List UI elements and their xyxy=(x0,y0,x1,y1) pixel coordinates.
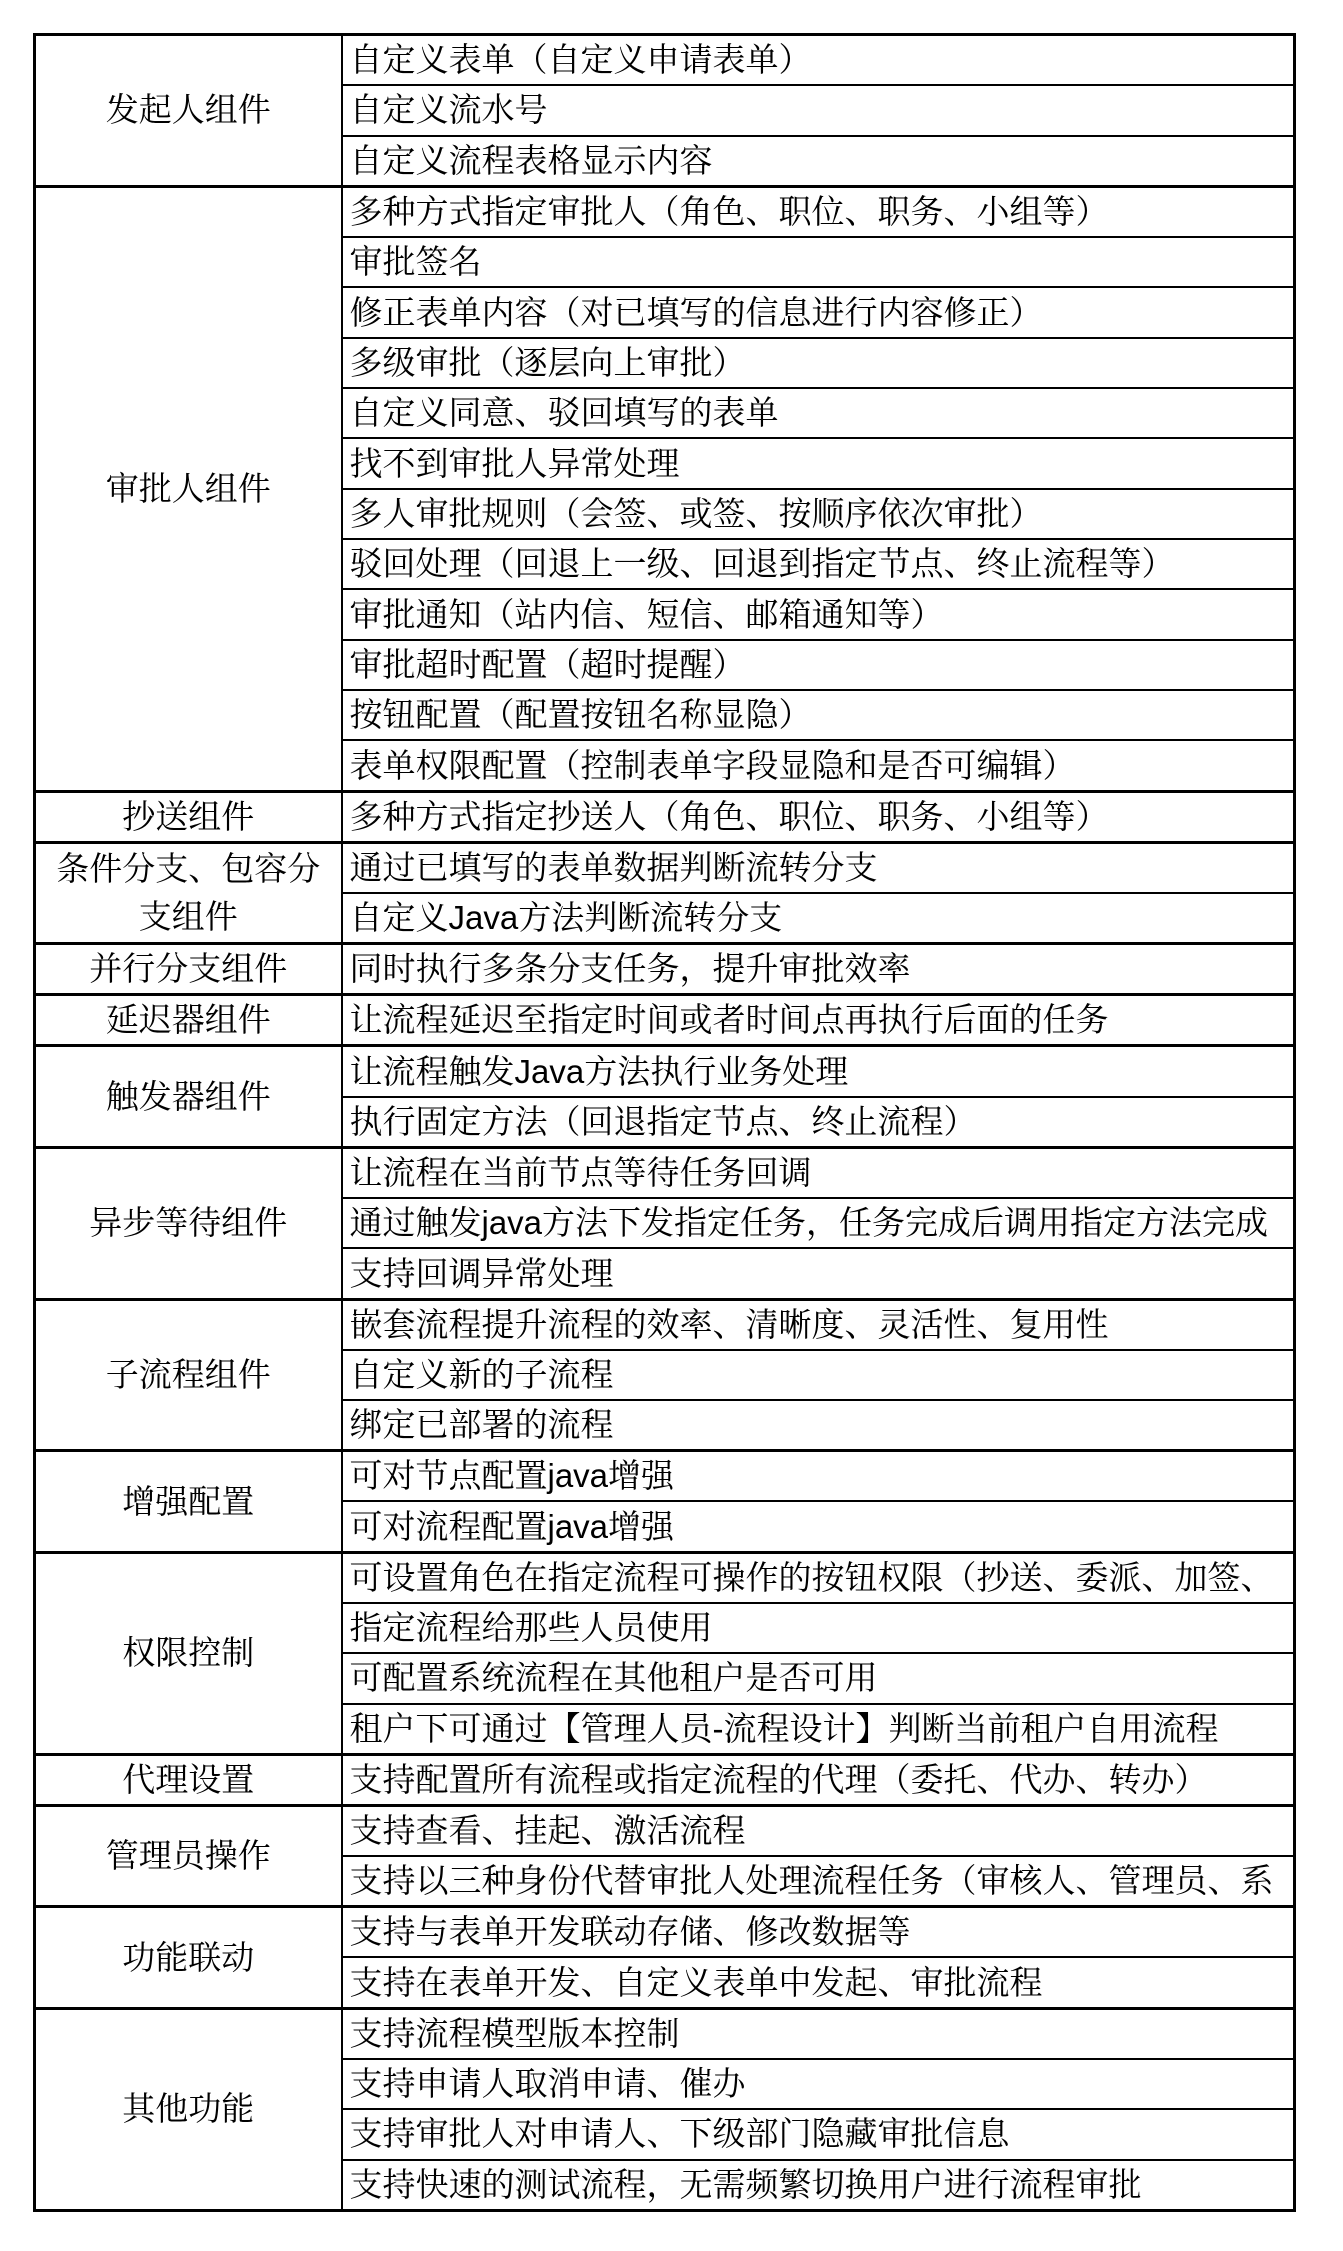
feature-cell: 多种方式指定抄送人（角色、职位、职务、小组等） xyxy=(342,791,1295,842)
feature-cell: 可对流程配置java增强 xyxy=(342,1501,1295,1552)
feature-cell: 让流程在当前节点等待任务回调 xyxy=(342,1147,1295,1198)
category-cell: 管理员操作 xyxy=(35,1805,342,1906)
table-row xyxy=(35,1147,1295,1198)
feature-cell: 通过触发java方法下发指定任务，任务完成后调用指定方法完成 xyxy=(342,1198,1295,1248)
category-cell: 权限控制 xyxy=(35,1552,342,1754)
feature-cell: 可对节点配置java增强 xyxy=(342,1451,1295,1502)
feature-cell: 可设置角色在指定流程可操作的按钮权限（抄送、委派、加签、 xyxy=(342,1552,1295,1603)
feature-cell: 让流程触发Java方法执行业务处理 xyxy=(342,1046,1295,1097)
category-cell: 异步等待组件 xyxy=(35,1147,342,1299)
feature-cell: 自定义Java方法判断流转分支 xyxy=(342,893,1295,944)
category-cell: 触发器组件 xyxy=(35,1046,342,1147)
feature-cell: 自定义表单（自定义申请表单） xyxy=(342,35,1295,86)
category-cell: 子流程组件 xyxy=(35,1299,342,1451)
feature-cell: 支持查看、挂起、激活流程 xyxy=(342,1805,1295,1856)
table-row xyxy=(35,1907,1295,1958)
feature-cell: 自定义流程表格显示内容 xyxy=(342,136,1295,187)
table-row xyxy=(35,1552,1295,1603)
feature-cell: 表单权限配置（控制表单字段显隐和是否可编辑） xyxy=(342,740,1295,791)
feature-cell: 驳回处理（回退上一级、回退到指定节点、终止流程等） xyxy=(342,539,1295,589)
feature-cell: 支持申请人取消申请、催办 xyxy=(342,2059,1295,2109)
feature-cell: 找不到审批人异常处理 xyxy=(342,438,1295,488)
feature-cell: 通过已填写的表单数据判断流转分支 xyxy=(342,842,1295,893)
feature-table-body xyxy=(35,35,1295,2211)
feature-cell: 支持在表单开发、自定义表单中发起、审批流程 xyxy=(342,1957,1295,2008)
table-row xyxy=(35,791,1295,842)
feature-cell: 支持快速的测试流程，无需频繁切换用户进行流程审批 xyxy=(342,2160,1295,2211)
category-cell: 抄送组件 xyxy=(35,791,342,842)
feature-cell: 修正表单内容（对已填写的信息进行内容修正） xyxy=(342,287,1295,337)
feature-cell: 支持回调异常处理 xyxy=(342,1248,1295,1299)
category-cell: 审批人组件 xyxy=(35,186,342,791)
table-row xyxy=(35,995,1295,1046)
table-row xyxy=(35,35,1295,86)
feature-cell: 绑定已部署的流程 xyxy=(342,1400,1295,1451)
table-row xyxy=(35,1046,1295,1097)
feature-cell: 多级审批（逐层向上审批） xyxy=(342,338,1295,388)
category-cell: 增强配置 xyxy=(35,1451,342,1552)
feature-cell: 多人审批规则（会签、或签、按顺序依次审批） xyxy=(342,489,1295,539)
category-cell: 发起人组件 xyxy=(35,35,342,187)
feature-cell: 审批超时配置（超时提醒） xyxy=(342,640,1295,690)
feature-cell: 自定义同意、驳回填写的表单 xyxy=(342,388,1295,438)
table-row xyxy=(35,842,1295,893)
feature-cell: 支持以三种身份代替审批人处理流程任务（审核人、管理员、系 xyxy=(342,1856,1295,1907)
feature-table xyxy=(33,33,1296,2212)
feature-cell: 租户下可通过【管理人员-流程设计】判断当前租户自用流程 xyxy=(342,1704,1295,1755)
category-cell: 功能联动 xyxy=(35,1907,342,2008)
table-row xyxy=(35,1299,1295,1350)
feature-cell: 执行固定方法（回退指定节点、终止流程） xyxy=(342,1097,1295,1148)
feature-cell: 自定义新的子流程 xyxy=(342,1350,1295,1400)
table-row xyxy=(35,1754,1295,1805)
category-cell: 其他功能 xyxy=(35,2008,342,2210)
feature-cell: 指定流程给那些人员使用 xyxy=(342,1603,1295,1653)
feature-cell: 嵌套流程提升流程的效率、清晰度、灵活性、复用性 xyxy=(342,1299,1295,1350)
feature-cell: 同时执行多条分支任务，提升审批效率 xyxy=(342,944,1295,995)
category-cell: 代理设置 xyxy=(35,1754,342,1805)
table-row xyxy=(35,2008,1295,2059)
table-row xyxy=(35,944,1295,995)
table-row xyxy=(35,1805,1295,1856)
feature-cell: 支持流程模型版本控制 xyxy=(342,2008,1295,2059)
feature-cell: 支持与表单开发联动存储、修改数据等 xyxy=(342,1907,1295,1958)
feature-cell: 可配置系统流程在其他租户是否可用 xyxy=(342,1653,1295,1703)
feature-cell: 多种方式指定审批人（角色、职位、职务、小组等） xyxy=(342,186,1295,237)
category-cell: 条件分支、包容分支组件 xyxy=(35,842,342,943)
feature-cell: 审批通知（站内信、短信、邮箱通知等） xyxy=(342,589,1295,639)
category-cell: 并行分支组件 xyxy=(35,944,342,995)
feature-cell: 支持配置所有流程或指定流程的代理（委托、代办、转办） xyxy=(342,1754,1295,1805)
feature-cell: 按钮配置（配置按钮名称显隐） xyxy=(342,690,1295,740)
feature-cell: 自定义流水号 xyxy=(342,85,1295,135)
feature-cell: 支持审批人对申请人、下级部门隐藏审批信息 xyxy=(342,2109,1295,2159)
table-row xyxy=(35,1451,1295,1502)
feature-cell: 让流程延迟至指定时间或者时间点再执行后面的任务 xyxy=(342,995,1295,1046)
table-row xyxy=(35,186,1295,237)
category-cell: 延迟器组件 xyxy=(35,995,342,1046)
feature-cell: 审批签名 xyxy=(342,237,1295,287)
